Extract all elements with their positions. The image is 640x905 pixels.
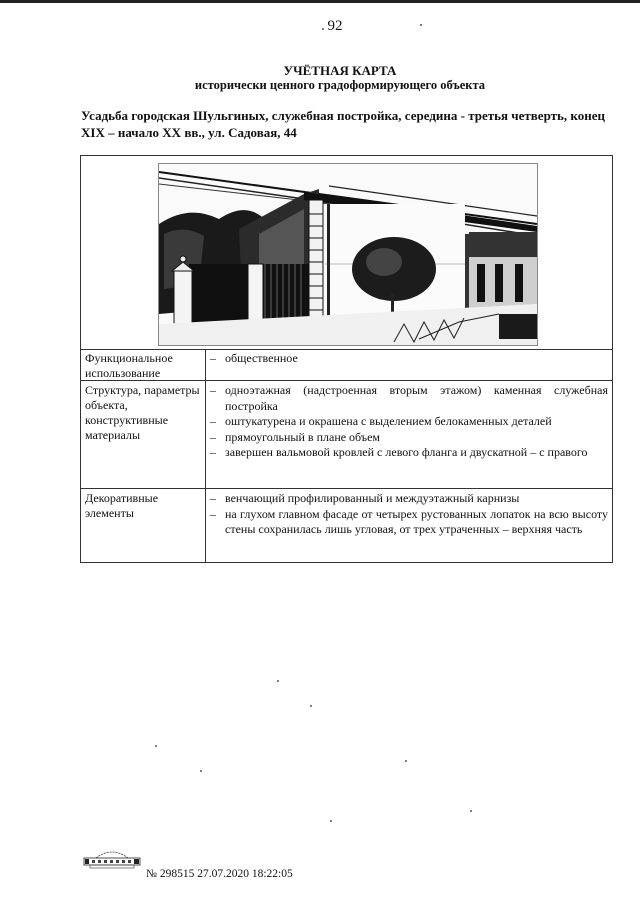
row-label: Декоративные элементы [85,491,159,520]
list-item [210,383,608,414]
building-photo [158,163,538,346]
dash-bullet: – [210,429,216,444]
object-name: Усадьба городская Шульгиных, служебная постройка, середина - третья четверть, конец XIX – начало XX вв., ул. Садовая, 44 [81,108,605,140]
building-photo-illustration [159,164,537,345]
scan-speck [330,820,332,822]
dash-bullet: – [210,351,216,365]
page-number: 92 [327,18,343,34]
dash-bullet: – [210,491,216,505]
table-row-structure [81,381,612,489]
dash-bullet: – [210,414,216,428]
scan-speck [200,770,202,772]
column-divider [205,381,206,488]
document-registration-number: № 298515 27.07.2020 18:22:05 [146,868,293,880]
scan-speck [470,810,472,812]
scan-speck [322,28,324,30]
photo-cell [81,156,612,350]
scan-speck [310,705,312,707]
dash-bullet: – [210,506,216,521]
scan-speck [155,745,157,747]
government-stamp-logo [82,848,144,870]
list-item [210,491,608,507]
table-row-functional-use [81,349,612,381]
scan-speck [405,760,407,762]
document-title: УЧЁТНАЯ КАРТА [283,63,397,78]
list-item [210,445,608,461]
scan-top-edge [0,0,640,3]
registration-card-table [80,155,613,563]
column-divider [205,489,206,562]
list-item [210,430,608,446]
item-text: оштукатурена и окрашена с выделением белокаменных деталей [225,414,552,428]
scan-speck [277,680,279,682]
item-text: на глухом главном фасаде от четырех рустованных лопаток на всю высоту стены сохранилась лишь угловая, от трех утраченных – верхняя часть [225,506,608,536]
item-text: одноэтажная (надстроенная вторым этажом) каменная служебная постройка [225,383,608,413]
column-divider [205,349,206,380]
list-item [210,507,608,538]
row-content [210,491,608,538]
dash-bullet: – [210,445,216,459]
item-text: завершен вальмовой кровлей с левого фланга и двускатной – с правого [225,445,588,459]
row-label: Структура, параметры объекта, конструктивные материалы [85,383,200,442]
row-content [210,351,608,367]
item-text: прямоугольный в плане объем [225,429,380,444]
scan-speck [420,24,422,26]
table-row-decorative [81,489,612,562]
row-content [210,383,608,461]
item-text: общественное [225,351,298,365]
list-item [210,414,608,430]
item-text: венчающий профилированный и междуэтажный карнизы [225,491,520,505]
list-item [210,351,608,367]
row-label: Функциональное использование [85,351,173,380]
dash-bullet: – [210,383,216,397]
document-subtitle: исторически ценного градоформирующего объекта [194,78,486,92]
